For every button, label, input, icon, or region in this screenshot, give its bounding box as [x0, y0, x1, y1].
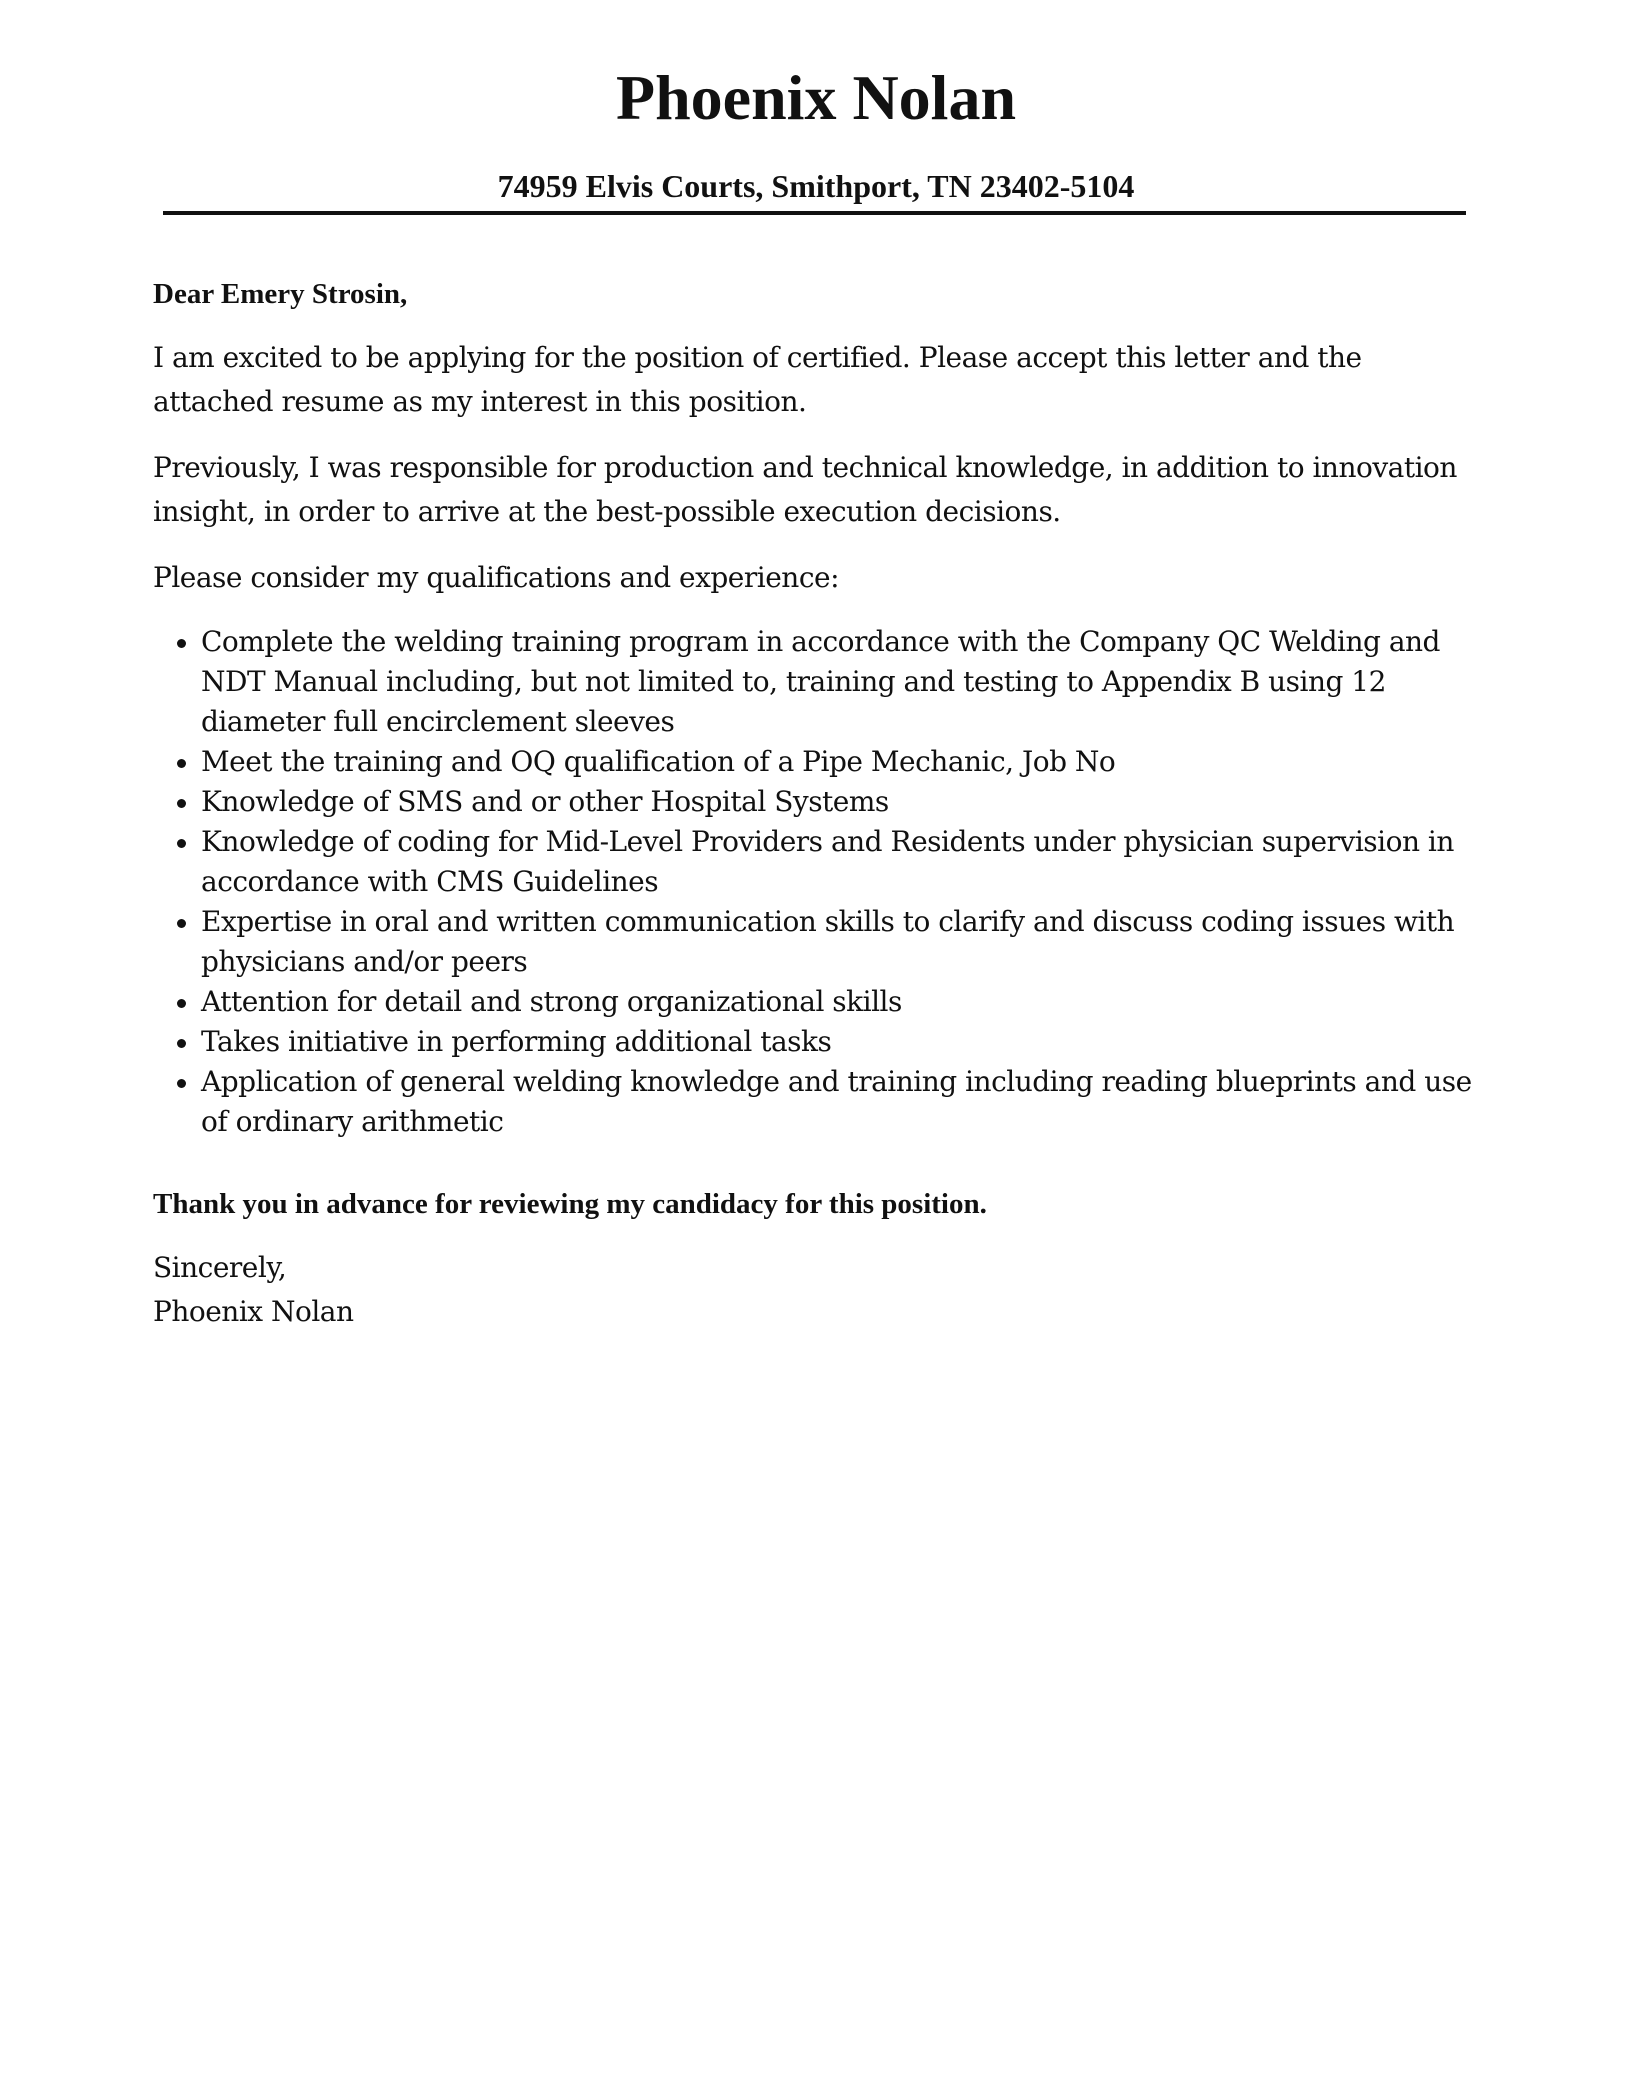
list-item [153, 1022, 1473, 1062]
bullet-icon [177, 1039, 186, 1048]
bullet-icon [177, 639, 186, 648]
signature-name: Phoenix Nolan [153, 1295, 354, 1328]
list-item-text: Meet the training and OQ qualification of a Pipe Mechanic, Job No [201, 745, 1116, 778]
list-item [153, 982, 1473, 1022]
list-item [153, 742, 1473, 782]
signoff: Sincerely, [153, 1251, 287, 1284]
intro-paragraph: I am excited to be applying for the position of certified. Please accept this letter and the attached resume as my interest in this position. [153, 341, 1362, 418]
list-item-text: Complete the welding training program in accordance with the Company QC Welding and NDT Manual including, but not limited to, training and testing to Appendix B using 12 diameter full encirclement sleeves [201, 625, 1440, 738]
list-item [153, 902, 1473, 982]
list-item-text: Application of general welding knowledge and training including reading blueprints and use of ordinary arithmetic [201, 1065, 1472, 1138]
applicant-name: Phoenix Nolan [615, 62, 1017, 133]
list-item-text: Expertise in oral and written communication skills to clarify and discuss coding issues with physicians and/or peers [201, 905, 1455, 978]
closing-statement: Thank you in advance for reviewing my candidacy for this position. [153, 1188, 987, 1220]
list-item [153, 782, 1473, 822]
bullet-icon [177, 919, 186, 928]
header-divider [163, 211, 1466, 215]
qualifications-list [153, 622, 1473, 1142]
qualifications-lead: Please consider my qualifications and experience: [153, 561, 839, 594]
list-item [153, 622, 1473, 742]
bullet-icon [177, 759, 186, 768]
bullet-icon [177, 1079, 186, 1088]
bullet-icon [177, 799, 186, 808]
bullet-icon [177, 839, 186, 848]
list-item-text: Attention for detail and strong organizational skills [201, 985, 902, 1018]
applicant-address: 74959 Elvis Courts, Smithport, TN 23402-5104 [497, 168, 1135, 204]
list-item-text: Takes initiative in performing additional tasks [201, 1025, 832, 1058]
experience-paragraph: Previously, I was responsible for production and technical knowledge, in addition to innovation insight, in order to arrive at the best-possible execution decisions. [153, 451, 1457, 528]
signoff-block [153, 1246, 1473, 1334]
list-item [153, 822, 1473, 902]
salutation: Dear Emery Strosin, [153, 278, 408, 310]
list-item-text: Knowledge of SMS and or other Hospital Systems [201, 785, 889, 818]
list-item-text: Knowledge of coding for Mid-Level Providers and Residents under physician supervision in accordance with CMS Guidelines [201, 825, 1454, 898]
letter-body [153, 274, 1473, 1334]
list-item [153, 1062, 1473, 1142]
bullet-icon [177, 999, 186, 1008]
